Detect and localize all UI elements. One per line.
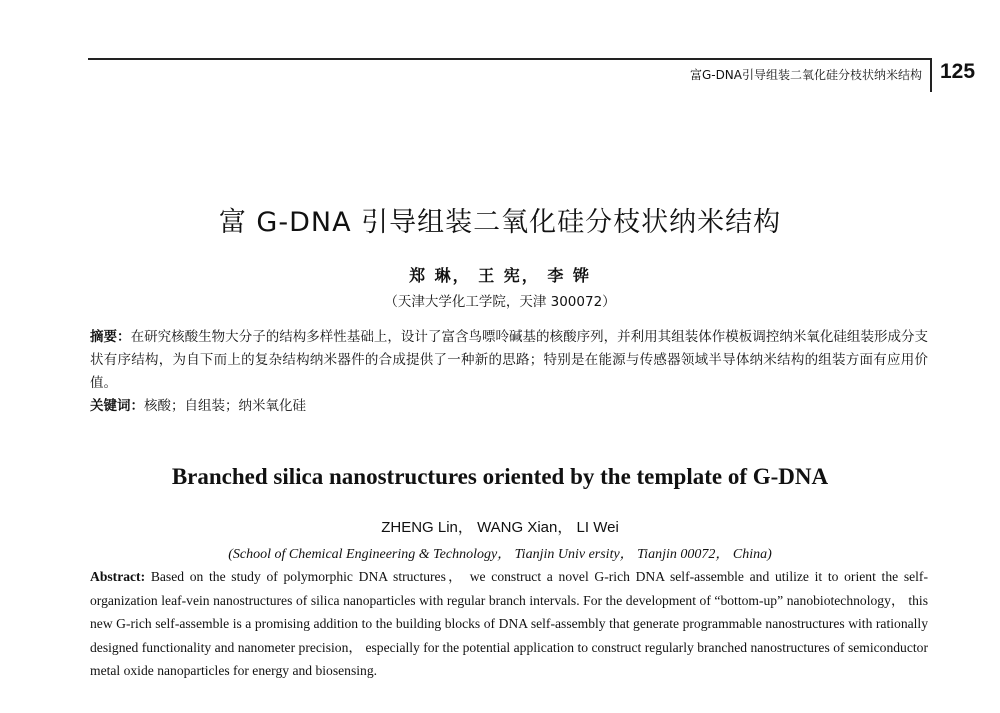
chinese-abstract [90,326,928,395]
chinese-abstract-text: 在研究核酸生物大分子的结构多样性基础上，设计了富含鸟嘌呤碱基的核酸序列，并利用其组装体作模板调控纳米氧化硅组装形成分支状有序结构，为自下而上的复杂结构纳米器件的合成提供了一种新的思路；特别是在能源与传感器领域半导体纳米结构的组装方面有应用价值。 [90,329,929,391]
chinese-authors: 郑 琳， 王 宪， 李 铧 [409,266,591,285]
chinese-keywords [90,395,928,418]
chinese-keywords-text: 核酸；自组装；纳米氧化硅 [144,398,306,414]
chinese-title: 富 G-DNA 引导组装二氧化硅分枝状纳米结构 [218,207,782,238]
page-number: 125 [940,60,976,83]
chinese-keywords-label: 关键词： [90,398,144,414]
header-divider [930,58,932,92]
english-authors: ZHENG Lin， WANG Xian， LI Wei [381,519,619,536]
english-title: Branched silica nanostructures oriented by the template of G-DNA [171,464,829,489]
running-header [88,52,976,92]
running-title: 富G-DNA引导组装二氧化硅分枝状纳米结构 [689,68,922,82]
english-abstract-label: Abstract: [90,569,146,584]
english-abstract-text: Based on the study of polymorphic DNA structures， we construct a novel G-rich DNA self-assemble and utilize it to orient the self-organization leaf-vein nanostructures of silica nanoparticles with regular branch intervals. For the development of “bottom-up” nanobiotechnology， this new G-rich self-assemble is a promising addition to the building blocks of DNA self-assembly that generate programmable nanostructures with rationally designed functionality and nanometer precision， especially for the potential application to construct regularly branched nanostructures of semiconductor metal oxide nanoparticles for energy and biosensing. [90,569,928,679]
header-rule [88,58,930,60]
english-affiliation: (School of Chemical Engineering & Technology， Tianjin Univ ersity， Tianjin 00072， China) [228,547,772,562]
english-abstract [90,565,928,683]
chinese-affiliation: （天津大学化工学院，天津 300072） [384,294,616,310]
chinese-abstract-label: 摘要： [90,329,131,345]
